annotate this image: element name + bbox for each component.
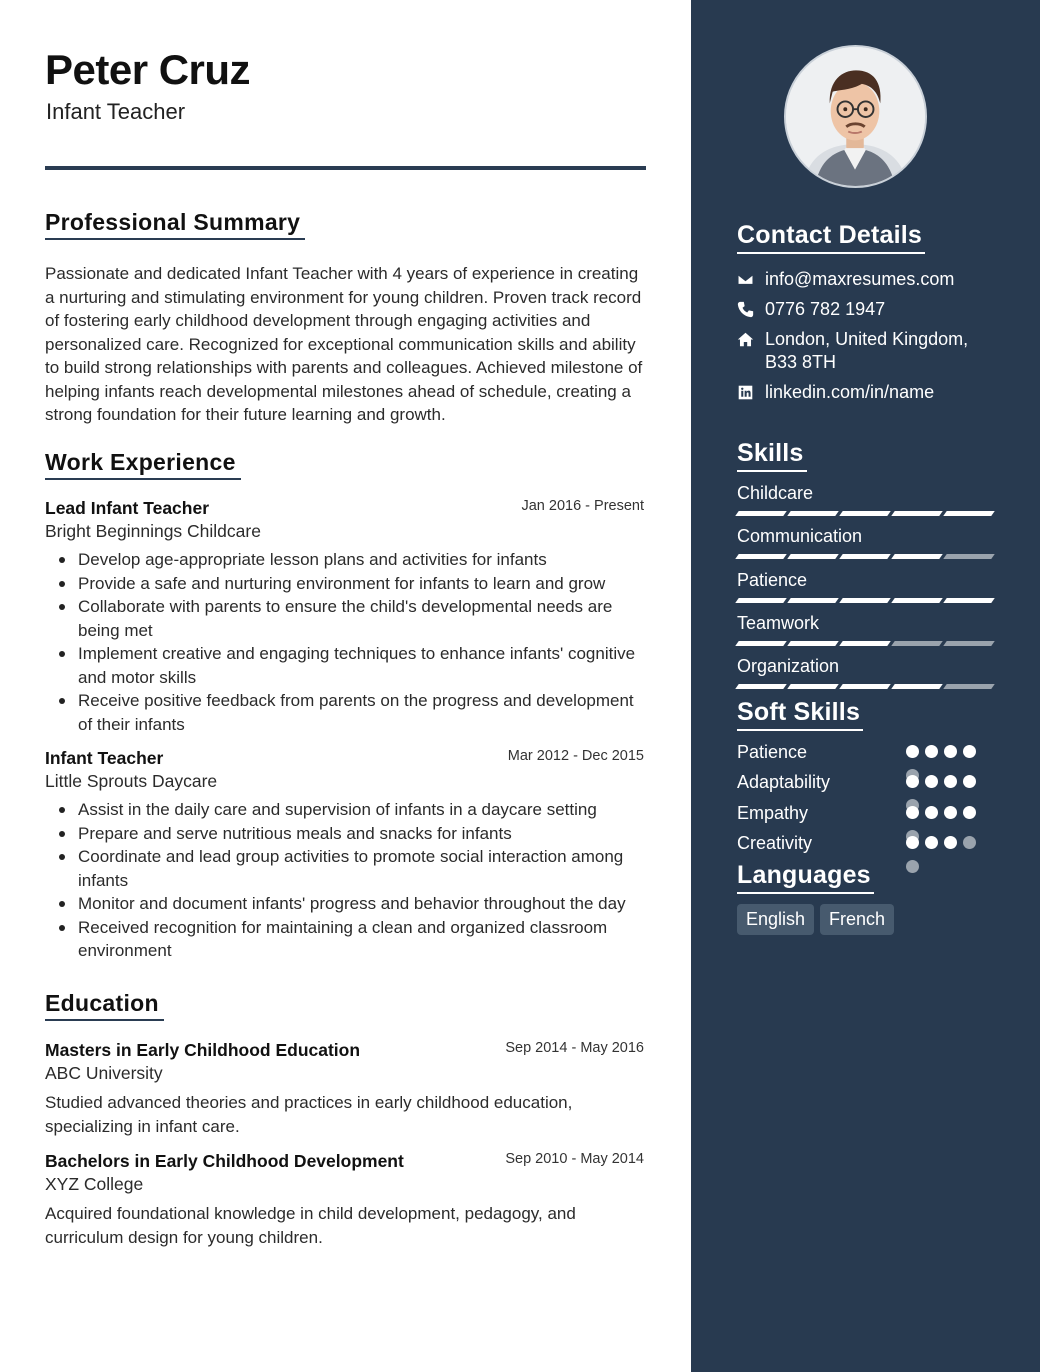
contact-address: [737, 328, 1017, 374]
linkedin-text[interactable]: linkedin.com/in/name: [765, 382, 935, 402]
rating-dot: [963, 775, 976, 788]
skill-level-segment: [839, 511, 891, 516]
skill-level-bar: [737, 598, 997, 604]
skill-item: [737, 655, 997, 698]
sidebar: [691, 0, 1040, 1372]
skill-level-bar: [737, 641, 997, 647]
profile-photo: [784, 45, 927, 188]
rating-dot: [944, 836, 957, 849]
soft-skill-rating: [906, 806, 986, 819]
job-entry: [45, 747, 646, 963]
skill-level-segment: [787, 641, 839, 646]
contact-phone[interactable]: [737, 298, 1017, 321]
job-dates: Jan 2016 - Present: [521, 498, 644, 514]
duty-item: Receive positive feedback from parents on the progress and development of their infants: [45, 689, 646, 736]
soft-skill-item: [737, 739, 997, 769]
skill-level-segment: [891, 511, 943, 516]
rating-dot: [925, 745, 938, 758]
skill-level-segment: [735, 641, 787, 646]
degree-title: Masters in Early Childhood Education: [45, 1040, 361, 1060]
rating-dot: [925, 775, 938, 788]
soft-skill-item: [737, 769, 997, 799]
summary-text: Passionate and dedicated Infant Teacher with 4 years of experience in creating a nurturing and stimulating environment for young children. Proven track record of fostering early childhood development through engaging activities and personalized care. Recognized for exceptional communication skills and ability to build strong relationships with parents and colleagues. Achieved milestone of helping infants reach developmental milestones ahead of schedule, creating a strong foundation for their future learning and growth.: [45, 264, 643, 424]
soft-skill-name: Patience: [737, 742, 808, 762]
duty-item: Assist in the daily care and supervision of infants in a daycare setting: [45, 798, 646, 822]
skill-item: [737, 569, 997, 612]
skill-level-segment: [891, 598, 943, 603]
soft-skill-rating: [906, 836, 986, 849]
duty-item: Develop age-appropriate lesson plans and activities for infants: [45, 548, 646, 572]
candidate-name: Peter Cruz: [45, 46, 251, 93]
skill-level-segment: [787, 684, 839, 689]
soft-skill-item: [737, 800, 997, 830]
skills-list: [737, 482, 997, 698]
soft-skill-rating: [906, 745, 986, 758]
skill-name: Communication: [737, 526, 863, 547]
rating-dot: [906, 806, 919, 819]
skills-heading: Skills: [737, 438, 807, 472]
language-chip: English: [737, 904, 814, 935]
soft-skill-rating: [906, 775, 986, 788]
education-entry: [45, 1039, 646, 1138]
language-chip: French: [820, 904, 894, 935]
languages-heading: Languages: [737, 860, 874, 894]
rating-dot: [944, 745, 957, 758]
rating-dot: [906, 860, 919, 873]
duty-item: Collaborate with parents to ensure the child's developmental needs are being met: [45, 595, 646, 642]
soft-skills-list: [737, 739, 997, 860]
education-entry: [45, 1150, 646, 1249]
envelope-icon: [737, 268, 765, 288]
rating-dot: [906, 836, 919, 849]
skill-level-segment: [787, 598, 839, 603]
education-section: [45, 989, 646, 1249]
rating-dot: [925, 836, 938, 849]
skill-level-segment: [735, 684, 787, 689]
school-name: ABC University: [45, 1063, 163, 1083]
job-duties: [45, 798, 646, 963]
skill-level-segment: [735, 598, 787, 603]
rating-dot: [963, 806, 976, 819]
soft-skills-heading: Soft Skills: [737, 697, 863, 731]
rating-dot: [906, 745, 919, 758]
job-title: Infant Teacher: [45, 748, 164, 768]
contact-heading: Contact Details: [737, 220, 925, 254]
skill-level-bar: [737, 554, 997, 560]
email-text[interactable]: info@maxresumes.com: [765, 269, 955, 289]
soft-skill-name: Empathy: [737, 802, 809, 823]
address-line-2: B33 8TH: [765, 352, 837, 372]
skill-level-segment: [891, 641, 943, 646]
duty-item: Monitor and document infants' progress and behavior throughout the day: [45, 892, 646, 916]
job-duties: [45, 548, 646, 736]
skill-name: Childcare: [737, 483, 814, 503]
job-entry: [45, 497, 646, 736]
skill-name: Teamwork: [737, 612, 820, 633]
degree-title: Bachelors in Early Childhood Development: [45, 1151, 404, 1171]
skill-level-segment: [735, 511, 787, 516]
rating-dot: [963, 745, 976, 758]
skill-item: [737, 525, 997, 568]
duty-item: Coordinate and lead group activities to promote social interaction among infants: [45, 845, 646, 892]
skill-level-segment: [891, 554, 943, 559]
skill-level-bar: [737, 684, 997, 690]
contact-list: [737, 268, 1017, 411]
skill-level-segment: [943, 511, 995, 516]
experience-section: [45, 448, 646, 963]
skill-level-segment: [943, 554, 995, 559]
phone-text[interactable]: 0776 782 1947: [765, 299, 886, 319]
education-heading: Education: [45, 989, 164, 1021]
home-icon: [737, 328, 765, 348]
address-line-1: London, United Kingdom,: [765, 329, 969, 349]
header-divider: [45, 166, 646, 170]
skill-name: Patience: [737, 569, 808, 590]
skill-level-segment: [787, 511, 839, 516]
duty-item: Provide a safe and nurturing environment for infants to learn and grow: [45, 572, 646, 596]
skill-level-segment: [891, 684, 943, 689]
skill-level-segment: [839, 598, 891, 603]
job-employer: Bright Beginnings Childcare: [45, 521, 261, 541]
skill-level-segment: [839, 554, 891, 559]
job-employer: Little Sprouts Daycare: [45, 771, 218, 791]
candidate-role: Infant Teacher: [46, 99, 186, 124]
skill-level-segment: [787, 554, 839, 559]
skill-level-segment: [943, 684, 995, 689]
duty-item: Prepare and serve nutritious meals and snacks for infants: [45, 822, 646, 846]
rating-dot: [963, 836, 976, 849]
rating-dot: [906, 775, 919, 788]
skill-item: [737, 482, 997, 525]
degree-dates: Sep 2014 - May 2016: [505, 1040, 644, 1056]
skill-level-segment: [839, 641, 891, 646]
contact-linkedin[interactable]: [737, 381, 1017, 404]
summary-heading: Professional Summary: [45, 208, 305, 240]
skill-level-segment: [735, 554, 787, 559]
skill-level-segment: [839, 684, 891, 689]
soft-skill-name: Adaptability: [737, 772, 831, 793]
soft-skill-name: Creativity: [737, 832, 813, 853]
job-dates: Mar 2012 - Dec 2015: [507, 748, 644, 764]
rating-dot: [944, 806, 957, 819]
duty-item: Received recognition for maintaining a clean and organized classroom environment: [45, 916, 646, 963]
skill-level-bar: [737, 511, 997, 517]
phone-icon: [737, 298, 765, 318]
skill-level-segment: [943, 598, 995, 603]
rating-dot: [944, 775, 957, 788]
job-title: Lead Infant Teacher: [45, 498, 210, 518]
address-text: [765, 328, 968, 374]
skill-level-segment: [943, 641, 995, 646]
degree-dates: Sep 2010 - May 2014: [505, 1151, 644, 1167]
skill-name: Organization: [737, 656, 840, 677]
portrait-illustration: [786, 47, 925, 186]
soft-skill-item: [737, 830, 997, 860]
linkedin-icon: [737, 381, 765, 401]
contact-email[interactable]: [737, 268, 1017, 291]
degree-description: Studied advanced theories and practices in early childhood education, specializing in infant care.: [45, 1093, 573, 1136]
rating-dot: [925, 806, 938, 819]
skill-item: [737, 612, 997, 655]
duty-item: Implement creative and engaging techniques to enhance infants' cognitive and motor skills: [45, 642, 646, 689]
experience-heading: Work Experience: [45, 448, 241, 480]
languages-list: [737, 904, 894, 935]
summary-section: [45, 208, 646, 427]
school-name: XYZ College: [45, 1174, 144, 1194]
degree-description: Acquired foundational knowledge in child development, pedagogy, and curriculum design for young children.: [45, 1204, 576, 1247]
